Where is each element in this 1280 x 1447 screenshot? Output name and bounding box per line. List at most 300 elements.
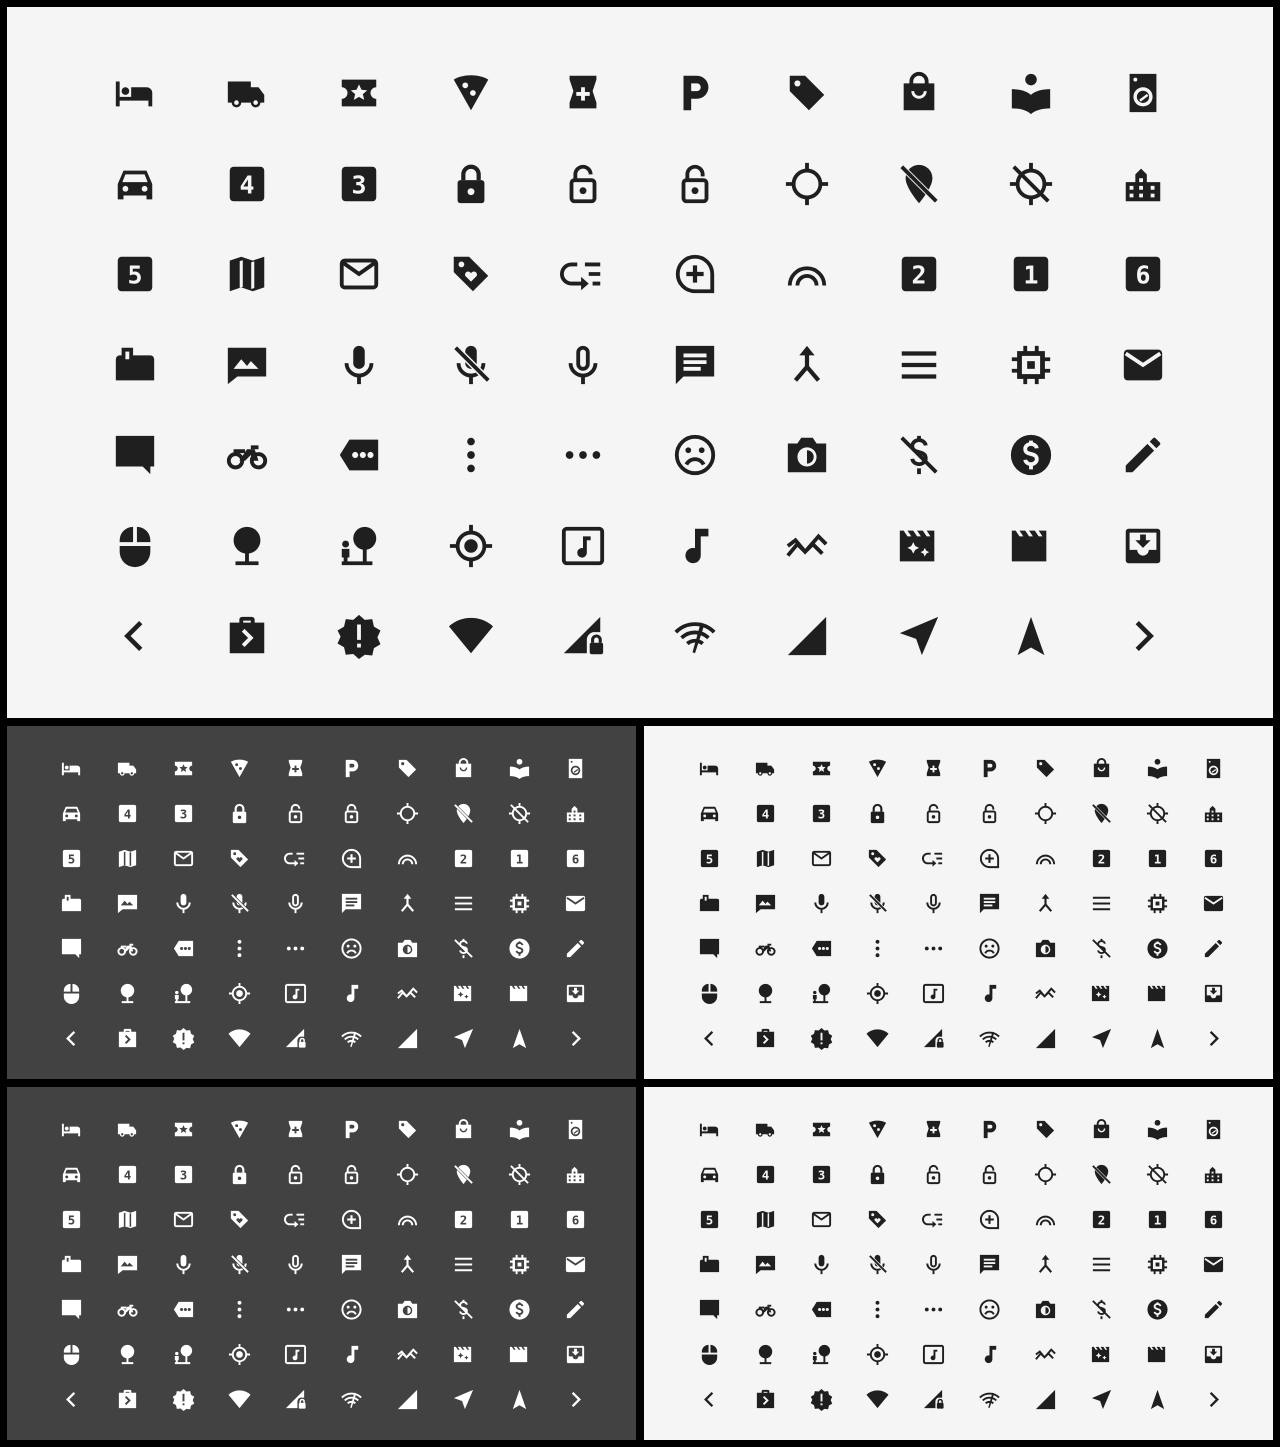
- local-shipping-icon: [116, 757, 139, 780]
- markunread-mailbox-icon: [698, 892, 721, 915]
- mouse-icon: [112, 523, 158, 569]
- location-off-icon: [1090, 802, 1113, 825]
- markunread-mailbox-icon: [698, 1253, 721, 1276]
- markunread-mail-icon: [564, 892, 587, 915]
- next-week-icon: [754, 1027, 777, 1050]
- svg-text:2: 2: [911, 260, 927, 290]
- looks-3-icon: [172, 802, 195, 825]
- map-icon: [754, 847, 777, 870]
- svg-text:6: 6: [1209, 850, 1217, 866]
- local-offer-tag-icon: [1034, 757, 1057, 780]
- location-disabled-icon: [508, 1163, 531, 1186]
- mouse-icon: [60, 982, 83, 1005]
- local-laundry-service-icon: [1202, 757, 1225, 780]
- looks-2-icon: [1090, 847, 1113, 870]
- lock-outline-icon: [672, 161, 718, 207]
- multiline-chart-icon: [784, 523, 830, 569]
- mouse-icon: [60, 1343, 83, 1366]
- movie-icon: [508, 982, 531, 1005]
- svg-text:4: 4: [239, 170, 255, 200]
- map-icon: [224, 251, 270, 297]
- low-priority-icon: [922, 847, 945, 870]
- low-priority-icon: [284, 1208, 307, 1231]
- mood-bad-icon: [978, 1298, 1001, 1321]
- lock-outline-icon: [340, 1163, 363, 1186]
- new-releases-icon: [172, 1388, 195, 1411]
- my-location-icon: [228, 982, 251, 1005]
- motorcycle-icon: [116, 937, 139, 960]
- svg-text:6: 6: [571, 1211, 579, 1227]
- mail-outline-icon: [336, 251, 382, 297]
- navigate-before-icon: [60, 1027, 83, 1050]
- local-activity-ticket-icon: [810, 1118, 833, 1141]
- location-city-icon: [1202, 802, 1225, 825]
- music-note-icon: [978, 982, 1001, 1005]
- looks-3-icon: [810, 1163, 833, 1186]
- multiline-chart-icon: [1034, 1343, 1057, 1366]
- loyalty-tag-heart-icon: [866, 1208, 889, 1231]
- mic-none-icon: [284, 892, 307, 915]
- more-icon: [172, 1298, 195, 1321]
- markunread-mailbox-icon: [60, 1253, 83, 1276]
- network-check-icon: [978, 1027, 1001, 1050]
- local-pharmacy-icon: [560, 70, 606, 116]
- my-location-icon: [448, 523, 494, 569]
- nature-icon: [116, 982, 139, 1005]
- navigation-near-icon: [452, 1388, 475, 1411]
- lock-open-outline-icon: [922, 802, 945, 825]
- local-offer-tag-icon: [396, 757, 419, 780]
- next-week-icon: [754, 1388, 777, 1411]
- monochrome-photos-icon: [1034, 937, 1057, 960]
- music-note-icon: [672, 523, 718, 569]
- svg-text:5: 5: [127, 260, 143, 290]
- motorcycle-icon: [224, 432, 270, 478]
- local-library-icon: [508, 757, 531, 780]
- message-icon: [340, 892, 363, 915]
- mic-none-icon: [560, 342, 606, 388]
- network-wifi-icon: [448, 613, 494, 659]
- network-cell-icon: [396, 1027, 419, 1050]
- music-video-icon: [560, 523, 606, 569]
- lock-open-outline-icon: [922, 1163, 945, 1186]
- local-parking-icon: [340, 757, 363, 780]
- local-offer-tag-icon: [1034, 1118, 1057, 1141]
- navigation-icon: [1008, 613, 1054, 659]
- loupe-zoom-icon: [340, 847, 363, 870]
- menu-icon: [1090, 1253, 1113, 1276]
- my-location-icon: [866, 1343, 889, 1366]
- lock-open-outline-icon: [284, 802, 307, 825]
- looks-1-icon: [1146, 1208, 1169, 1231]
- movie-icon: [1146, 982, 1169, 1005]
- local-laundry-service-icon: [564, 1118, 587, 1141]
- local-offer-tag-icon: [396, 1118, 419, 1141]
- next-week-icon: [116, 1388, 139, 1411]
- looks-3-icon: [336, 161, 382, 207]
- mood-bad-icon: [340, 1298, 363, 1321]
- markunread-mail-icon: [564, 1253, 587, 1276]
- lock-open-outline-icon: [284, 1163, 307, 1186]
- mode-edit-icon: [564, 937, 587, 960]
- svg-text:4: 4: [761, 1166, 769, 1182]
- navigation-icon: [1146, 1027, 1169, 1050]
- looks-4-icon: [754, 802, 777, 825]
- local-pharmacy-icon: [284, 757, 307, 780]
- mms-icon: [116, 1253, 139, 1276]
- merge-type-icon: [1034, 892, 1057, 915]
- local-activity-ticket-icon: [172, 1118, 195, 1141]
- svg-text:4: 4: [123, 1166, 131, 1182]
- movie-filter-icon: [1090, 1343, 1113, 1366]
- mode-edit-icon: [1202, 937, 1225, 960]
- menu-icon: [1090, 892, 1113, 915]
- new-releases-icon: [172, 1027, 195, 1050]
- local-mall-bag-icon: [1090, 757, 1113, 780]
- mic-off-icon: [866, 892, 889, 915]
- money-off-icon: [896, 432, 942, 478]
- location-disabled-icon: [1146, 1163, 1169, 1186]
- more-horiz-icon: [284, 1298, 307, 1321]
- lock-open-outline-icon: [560, 161, 606, 207]
- local-pharmacy-icon: [922, 757, 945, 780]
- local-parking-icon: [340, 1118, 363, 1141]
- navigate-next-icon: [564, 1388, 587, 1411]
- navigate-next-icon: [1120, 613, 1166, 659]
- looks-5-icon: [112, 251, 158, 297]
- looks-rainbow-icon: [784, 251, 830, 297]
- local-taxi-icon: [112, 161, 158, 207]
- network-check-icon: [672, 613, 718, 659]
- looks-1-icon: [508, 1208, 531, 1231]
- mic-icon: [172, 1253, 195, 1276]
- new-releases-icon: [810, 1027, 833, 1050]
- lock-icon: [866, 1163, 889, 1186]
- hotel-bed-icon: [112, 70, 158, 116]
- loupe-zoom-icon: [978, 847, 1001, 870]
- svg-text:3: 3: [817, 805, 825, 821]
- looks-rainbow-icon: [396, 1208, 419, 1231]
- new-releases-icon: [810, 1388, 833, 1411]
- local-pharmacy-icon: [284, 1118, 307, 1141]
- move-to-inbox-icon: [1202, 982, 1225, 1005]
- music-video-icon: [922, 1343, 945, 1366]
- more-icon: [810, 1298, 833, 1321]
- monetization-on-icon: [1146, 937, 1169, 960]
- mail-outline-icon: [172, 847, 195, 870]
- lock-icon: [448, 161, 494, 207]
- more-icon: [172, 937, 195, 960]
- looks-1-icon: [1008, 251, 1054, 297]
- svg-text:2: 2: [1097, 850, 1105, 866]
- local-laundry-service-icon: [564, 757, 587, 780]
- local-shipping-icon: [754, 757, 777, 780]
- more-icon: [336, 432, 382, 478]
- movie-filter-icon: [452, 1343, 475, 1366]
- more-horiz-icon: [922, 937, 945, 960]
- local-parking-icon: [672, 70, 718, 116]
- navigation-icon: [508, 1027, 531, 1050]
- local-taxi-icon: [698, 802, 721, 825]
- nature-people-icon: [810, 1343, 833, 1366]
- hotel-bed-icon: [60, 1118, 83, 1141]
- local-laundry-service-icon: [1120, 70, 1166, 116]
- navigation-icon: [1146, 1388, 1169, 1411]
- local-activity-ticket-icon: [336, 70, 382, 116]
- music-video-icon: [284, 982, 307, 1005]
- money-off-icon: [452, 937, 475, 960]
- nature-people-icon: [172, 1343, 195, 1366]
- mouse-icon: [698, 982, 721, 1005]
- more-vert-icon: [866, 1298, 889, 1321]
- icon-panel-light-bottom: [644, 1087, 1273, 1440]
- more-horiz-icon: [922, 1298, 945, 1321]
- nature-people-icon: [810, 982, 833, 1005]
- more-horiz-icon: [560, 432, 606, 478]
- loupe-zoom-icon: [978, 1208, 1001, 1231]
- mail-outline-icon: [810, 847, 833, 870]
- network-locked-icon: [922, 1027, 945, 1050]
- svg-text:6: 6: [1135, 260, 1151, 290]
- svg-text:1: 1: [515, 850, 523, 866]
- lock-outline-icon: [340, 802, 363, 825]
- more-vert-icon: [228, 937, 251, 960]
- mic-off-icon: [228, 892, 251, 915]
- mic-none-icon: [284, 1253, 307, 1276]
- lock-icon: [228, 1163, 251, 1186]
- movie-filter-icon: [1090, 982, 1113, 1005]
- multiline-chart-icon: [1034, 982, 1057, 1005]
- looks-2-icon: [452, 1208, 475, 1231]
- local-library-icon: [1146, 757, 1169, 780]
- mic-icon: [336, 342, 382, 388]
- monetization-on-icon: [508, 1298, 531, 1321]
- mood-bad-icon: [978, 937, 1001, 960]
- local-taxi-icon: [698, 1163, 721, 1186]
- navigate-next-icon: [564, 1027, 587, 1050]
- local-shipping-icon: [224, 70, 270, 116]
- loyalty-tag-heart-icon: [448, 251, 494, 297]
- monetization-on-icon: [508, 937, 531, 960]
- memory-chip-icon: [508, 892, 531, 915]
- location-off-icon: [896, 161, 942, 207]
- movie-filter-icon: [452, 982, 475, 1005]
- mode-comment-icon: [698, 1298, 721, 1321]
- money-off-icon: [452, 1298, 475, 1321]
- mode-comment-icon: [60, 1298, 83, 1321]
- gps-not-fixed-icon: [1034, 1163, 1057, 1186]
- low-priority-icon: [284, 847, 307, 870]
- next-week-icon: [224, 613, 270, 659]
- local-pizza-icon: [448, 70, 494, 116]
- svg-text:1: 1: [1153, 1211, 1161, 1227]
- mode-comment-icon: [698, 937, 721, 960]
- mic-none-icon: [922, 1253, 945, 1276]
- next-week-icon: [116, 1027, 139, 1050]
- svg-text:6: 6: [571, 850, 579, 866]
- mms-icon: [224, 342, 270, 388]
- network-cell-icon: [1034, 1027, 1057, 1050]
- move-to-inbox-icon: [564, 982, 587, 1005]
- svg-text:4: 4: [123, 805, 131, 821]
- local-pizza-icon: [866, 1118, 889, 1141]
- local-mall-bag-icon: [452, 757, 475, 780]
- local-laundry-service-icon: [1202, 1118, 1225, 1141]
- more-vert-icon: [866, 937, 889, 960]
- location-off-icon: [1090, 1163, 1113, 1186]
- navigate-before-icon: [112, 613, 158, 659]
- lock-outline-icon: [978, 1163, 1001, 1186]
- more-horiz-icon: [284, 937, 307, 960]
- icon-panel-dark-bottom: [7, 1087, 636, 1440]
- looks-6-icon: [1202, 847, 1225, 870]
- network-check-icon: [340, 1027, 363, 1050]
- memory-chip-icon: [1008, 342, 1054, 388]
- nature-icon: [754, 1343, 777, 1366]
- location-disabled-icon: [1146, 802, 1169, 825]
- multiline-chart-icon: [396, 982, 419, 1005]
- mms-icon: [754, 1253, 777, 1276]
- map-icon: [116, 847, 139, 870]
- network-check-icon: [340, 1388, 363, 1411]
- looks-5-icon: [60, 847, 83, 870]
- svg-text:1: 1: [515, 1211, 523, 1227]
- looks-6-icon: [564, 1208, 587, 1231]
- network-locked-icon: [922, 1388, 945, 1411]
- svg-text:3: 3: [179, 1166, 187, 1182]
- more-vert-icon: [228, 1298, 251, 1321]
- local-pizza-icon: [228, 757, 251, 780]
- local-pizza-icon: [866, 757, 889, 780]
- mic-off-icon: [228, 1253, 251, 1276]
- monetization-on-icon: [1008, 432, 1054, 478]
- monetization-on-icon: [1146, 1298, 1169, 1321]
- looks-2-icon: [896, 251, 942, 297]
- my-location-icon: [228, 1343, 251, 1366]
- loupe-zoom-icon: [340, 1208, 363, 1231]
- lock-outline-icon: [978, 802, 1001, 825]
- more-icon: [810, 937, 833, 960]
- merge-type-icon: [1034, 1253, 1057, 1276]
- memory-chip-icon: [1146, 1253, 1169, 1276]
- looks-2-icon: [1090, 1208, 1113, 1231]
- looks-5-icon: [698, 847, 721, 870]
- network-wifi-icon: [228, 1388, 251, 1411]
- svg-text:5: 5: [67, 1211, 75, 1227]
- gps-not-fixed-icon: [784, 161, 830, 207]
- loyalty-tag-heart-icon: [228, 1208, 251, 1231]
- move-to-inbox-icon: [564, 1343, 587, 1366]
- mic-icon: [810, 1253, 833, 1276]
- local-pizza-icon: [228, 1118, 251, 1141]
- markunread-mail-icon: [1120, 342, 1166, 388]
- location-disabled-icon: [508, 802, 531, 825]
- looks-1-icon: [508, 847, 531, 870]
- mood-bad-icon: [340, 937, 363, 960]
- svg-text:5: 5: [705, 1211, 713, 1227]
- memory-chip-icon: [1146, 892, 1169, 915]
- music-note-icon: [978, 1343, 1001, 1366]
- local-mall-bag-icon: [896, 70, 942, 116]
- svg-text:5: 5: [67, 850, 75, 866]
- message-icon: [978, 1253, 1001, 1276]
- music-video-icon: [284, 1343, 307, 1366]
- network-wifi-icon: [228, 1027, 251, 1050]
- mode-comment-icon: [112, 432, 158, 478]
- local-offer-tag-icon: [784, 70, 830, 116]
- mic-off-icon: [866, 1253, 889, 1276]
- network-check-icon: [978, 1388, 1001, 1411]
- music-note-icon: [340, 982, 363, 1005]
- navigate-before-icon: [698, 1027, 721, 1050]
- local-library-icon: [1008, 70, 1054, 116]
- looks-rainbow-icon: [396, 847, 419, 870]
- looks-5-icon: [60, 1208, 83, 1231]
- mode-edit-icon: [1120, 432, 1166, 478]
- nature-icon: [754, 982, 777, 1005]
- mic-none-icon: [922, 892, 945, 915]
- nature-people-icon: [172, 982, 195, 1005]
- loyalty-tag-heart-icon: [228, 847, 251, 870]
- movie-icon: [1008, 523, 1054, 569]
- location-city-icon: [1202, 1163, 1225, 1186]
- message-icon: [340, 1253, 363, 1276]
- gps-not-fixed-icon: [396, 802, 419, 825]
- mode-edit-icon: [1202, 1298, 1225, 1321]
- monochrome-photos-icon: [1034, 1298, 1057, 1321]
- gps-not-fixed-icon: [396, 1163, 419, 1186]
- network-locked-icon: [284, 1388, 307, 1411]
- mail-outline-icon: [172, 1208, 195, 1231]
- money-off-icon: [1090, 937, 1113, 960]
- navigation-near-icon: [1090, 1027, 1113, 1050]
- money-off-icon: [1090, 1298, 1113, 1321]
- svg-text:1: 1: [1153, 850, 1161, 866]
- network-cell-icon: [784, 613, 830, 659]
- svg-text:1: 1: [1023, 260, 1039, 290]
- network-cell-icon: [396, 1388, 419, 1411]
- network-locked-icon: [284, 1027, 307, 1050]
- move-to-inbox-icon: [1202, 1343, 1225, 1366]
- music-video-icon: [922, 982, 945, 1005]
- menu-icon: [452, 892, 475, 915]
- looks-1-icon: [1146, 847, 1169, 870]
- local-parking-icon: [978, 757, 1001, 780]
- looks-6-icon: [564, 847, 587, 870]
- movie-icon: [508, 1343, 531, 1366]
- mode-comment-icon: [60, 937, 83, 960]
- motorcycle-icon: [116, 1298, 139, 1321]
- mode-edit-icon: [564, 1298, 587, 1321]
- local-library-icon: [1146, 1118, 1169, 1141]
- looks-3-icon: [810, 802, 833, 825]
- network-cell-icon: [1034, 1388, 1057, 1411]
- my-location-icon: [866, 982, 889, 1005]
- icon-panel-light-top: [644, 726, 1273, 1079]
- message-icon: [672, 342, 718, 388]
- local-parking-icon: [978, 1118, 1001, 1141]
- hotel-bed-icon: [698, 1118, 721, 1141]
- merge-type-icon: [396, 1253, 419, 1276]
- multiline-chart-icon: [396, 1343, 419, 1366]
- move-to-inbox-icon: [1120, 523, 1166, 569]
- local-mall-bag-icon: [1090, 1118, 1113, 1141]
- mail-outline-icon: [810, 1208, 833, 1231]
- memory-chip-icon: [508, 1253, 531, 1276]
- svg-text:2: 2: [459, 850, 467, 866]
- mood-bad-icon: [672, 432, 718, 478]
- looks-rainbow-icon: [1034, 847, 1057, 870]
